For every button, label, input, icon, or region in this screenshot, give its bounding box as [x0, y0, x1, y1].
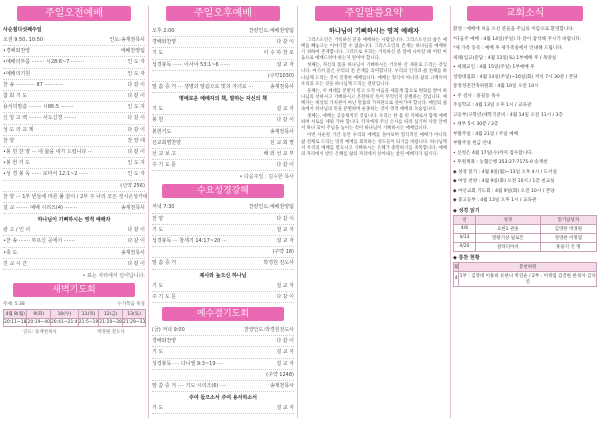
order-leader: 인 도 자 — [127, 104, 145, 111]
order-row — [152, 104, 294, 115]
paragraph: 첫째는, 자신의 몸을 하나님이 기뻐하시는 거룩한 산 제물로 드리는 것입니다. 여기서 몸은 우리의 전 존재를 의미합니다. 우리의 인격과 삶 전체를 하나님께 드리는 것이 진정한 예배입니다. 예배는 형식이 아니라 삶의 고백이며 우리의 모든 것을 하나님께 드리는 결단입니다. — [301, 63, 447, 87]
note: • 다음주일 : 김수한 목사 — [239, 174, 294, 181]
table-cell: 1부 : 김영대 이용희 유한나 박길순 / 2부 : 이정엽 김진한 한경자 김다연 — [459, 271, 597, 286]
order-leader: 설 교 자 — [276, 360, 294, 367]
table-cell: 21:29~33 — [122, 320, 146, 326]
time-row: 오후 2:00 찬양인도:예배찬양팀 — [152, 26, 294, 37]
order-leader: 박경원 전도사 — [263, 260, 294, 267]
order-leader: 시온성가대 — [123, 193, 148, 200]
order-row — [152, 281, 294, 292]
news-item: 부활주일 헌금 안내 — [453, 141, 492, 146]
lent-subtitle: 사순절다섯째주일 — [3, 27, 42, 33]
table-cell: 정영한 이정엽 — [540, 233, 596, 242]
order-item: 말 씀 증 거 ···· 기도 시리즈(6) ···· — [152, 383, 227, 390]
order-row — [3, 147, 145, 158]
order-row — [3, 69, 145, 80]
table-cell: 20:19~40 — [27, 320, 50, 326]
table-row — [454, 271, 597, 286]
morning-service-header: 주일오전예배 — [17, 6, 131, 21]
divider — [297, 6, 298, 418]
order-item: 설 교 ········ 예배 시리즈(4) ········ — [3, 205, 78, 212]
table-cell: 9(화) — [27, 310, 50, 319]
paragraph: 둘째는, 이 세대를 본받지 말고 오직 마음을 새롭게 함으로 변화를 받아 하나님의 선하시고 기뻐하시고 온전하신 뜻이 무엇인지 분별하는 것입니다. 예배자는 세상의 가치관이 아닌 말씀의 가치관으로 살아가야 합니다. 매일의 삶 속에서 하나님의 뜻을 분별하며 순종하는 것이 영적 예배의 모습입니다. — [301, 88, 447, 113]
order-row — [152, 82, 294, 93]
order-leader: 송재천목사 — [269, 128, 294, 135]
order-item: 찬 양 ··· 1부 빈들에 마른 풀 같이 / 2부 주 나의 모든 것 — [3, 193, 124, 200]
order-leader: 인 도 자 — [127, 171, 145, 178]
table-cell: 봉헌위원 — [459, 262, 597, 271]
afternoon-service-column — [152, 6, 294, 414]
order-row — [152, 37, 294, 48]
friday-header: 예수결기도회 — [162, 307, 284, 321]
order-item: 기 도 — [152, 405, 164, 412]
order-leader: 다 같 이 — [276, 293, 294, 300]
order-row — [152, 115, 294, 126]
order-item: •예배의기원 — [3, 70, 31, 77]
order-row — [152, 149, 294, 160]
news-item: • 신청은 4월 17일(수)까지 접수합니다. — [453, 150, 534, 156]
order-item: 선 교 보 고 — [152, 151, 177, 158]
order-row — [152, 127, 294, 138]
order-leader: 다 같 이 — [127, 227, 145, 234]
order-leader: 설 교 자 — [276, 349, 294, 356]
table-cell: 21:5~19 — [78, 320, 99, 326]
order-row — [3, 181, 145, 192]
morning-service-column — [3, 6, 148, 337]
order-row — [152, 247, 294, 258]
order-row — [3, 225, 145, 236]
order-item: 찬 송 ············ 87 ············ — [3, 81, 64, 88]
order-leader: 다 같 이 — [276, 39, 294, 46]
order-row — [3, 203, 145, 214]
order-row — [152, 236, 294, 247]
dawn-prayer-header: 새벽기도회 — [13, 283, 135, 297]
table-row — [4, 319, 146, 327]
order-row — [152, 60, 294, 71]
dawn-prayer-table — [3, 309, 146, 327]
order-item: 성 도 의 교 제 — [3, 126, 34, 133]
order-item: •축 도 — [3, 249, 18, 256]
order-item: •경배와찬양 — [3, 48, 31, 55]
order-row — [152, 71, 294, 82]
order-leader: 다 같 이 — [127, 238, 145, 245]
table-cell: 4/6 — [454, 224, 476, 233]
order-item: 기 도 — [152, 282, 164, 289]
news-item: ◆ 중고등부 : 4월 13일 오후 1시 / 교육관 — [453, 198, 537, 203]
news-item: 고등부(구학년)새학기준비 : 4월 14일 오전 11시 / 3층 — [453, 112, 563, 118]
order-item: 경배와찬양 — [152, 39, 177, 46]
order-row — [3, 57, 145, 68]
table-row — [454, 242, 597, 251]
order-item: •봉 헌 찬 양 ··· 내 삶을 내가 드립니다 ··· — [3, 149, 93, 156]
order-leader: 다 같 이 — [127, 126, 145, 133]
order-item: 용서의말씀 ········ 시86:5 ········ — [3, 104, 74, 111]
order-leader: 찬 양 대 — [127, 137, 145, 144]
table-cell: 4월 8(월) — [4, 310, 27, 319]
order-row — [152, 138, 294, 149]
order-list-2 — [152, 104, 294, 171]
news-item: ◆ 여성 찬양 : 4월 9일(화) 오전 10시 / 1층 친교실 — [453, 179, 555, 184]
order-row — [152, 403, 294, 414]
order-item: 말 씀 증 거 — [152, 260, 177, 267]
bible-reading-table — [453, 215, 597, 252]
order-leader: 인 도 자 — [127, 70, 145, 77]
news-item: • 후원계좌 : 농협은행 353-27-7175-0 송재천 — [453, 160, 548, 165]
news-list — [453, 26, 597, 205]
church-news-header: 교회소식 — [467, 6, 583, 21]
table-cell: 11(목) — [78, 310, 99, 319]
sermon-summary-column — [301, 6, 447, 159]
order-list-6 — [152, 403, 294, 414]
order-leader: 이 수 하 장 로 — [263, 50, 294, 57]
order-row — [3, 91, 145, 102]
order-item: 친 교 시 간 — [3, 260, 28, 267]
order-row — [3, 236, 145, 247]
time-row: 오전 9:50, 10:50 인도:송재천목사 — [3, 35, 145, 46]
news-item: 성령대집회 : 4월 14일(주일)~16일(화) 저녁 7시 30분 / 본당 — [453, 74, 578, 80]
order-leader: 에배찬양팀 — [120, 48, 145, 55]
table-cell: 20:41~21:4 — [50, 320, 78, 326]
order-leader: 설 교 자 — [276, 61, 294, 68]
order-row — [152, 381, 294, 392]
order-row — [152, 258, 294, 269]
order-leader: 설 교 자 — [276, 282, 294, 289]
news-item: 중앙성전건축위원회 : 4월 10일 오전 10시 — [453, 84, 539, 89]
order-leader: 해 외 선 교 부 — [263, 151, 294, 158]
order-item: 봉헌기도 — [152, 128, 172, 135]
order-leader: 설 교 자 — [276, 238, 294, 245]
news-item: ◆ 여선교회 기도회 : 4월 9일(화) 오전 10시 / 본당 — [453, 188, 555, 194]
order-item: 주 기 도 문 — [152, 293, 177, 300]
sermon-title-2: 제사와 높으신 하나님 — [199, 272, 247, 279]
news-item: • 주 강사 : 홍길동 목사 — [453, 93, 501, 99]
news-item: *다음주 예배 : 4월 14일(주일) 다 같이 참석해 주시기 바랍니다. — [453, 36, 582, 42]
order-item: 기 도 — [152, 226, 164, 233]
order-item: 찬 양 — [3, 137, 15, 144]
table-cell: 4 — [454, 271, 459, 286]
sermon-title: 명예로운 예배자의 책, 말하는 자신의 책 — [179, 96, 267, 103]
time-row: (금) 저녁 9:00 찬양인도:박경원전도사 — [152, 325, 294, 336]
order-leader: 다 같 이 — [127, 81, 145, 88]
table-row — [4, 310, 146, 319]
order-item: 기 도 — [152, 106, 164, 113]
order-leader: 다 같 이 — [127, 260, 145, 267]
order-leader: 송재천목사 — [120, 205, 145, 212]
sermon-title: 하나님이 기뻐하시는 영적 예배자 — [37, 217, 111, 224]
order-list-5 — [152, 336, 294, 392]
order-item: •예배의부름 ········ 시28:6~7 ········ — [3, 59, 84, 66]
order-item: 기 도 — [152, 349, 164, 356]
order-item: 성경봉독 ···· 다니엘 9:3~19 ···· — [152, 360, 224, 367]
order-item: 성경봉독 ······ 이사야 53:1~6 ······ — [152, 61, 230, 68]
order-leader: (구약 18) — [272, 249, 294, 256]
table-cell: 12(금) — [99, 310, 122, 319]
table-cell: 김영한 박경원 — [540, 224, 596, 233]
news-item: 부활주일 : 4월 21일 / 주일 예배 — [453, 131, 519, 137]
order-row — [3, 248, 145, 259]
table-cell: 성경 — [475, 215, 540, 224]
news-item: • 세부 5시 30분 / 2층 — [453, 122, 499, 127]
order-leader: (구약 1248) — [266, 371, 294, 378]
divider — [148, 6, 149, 418]
order-item: •봉 헌 기 도 — [3, 160, 31, 167]
news-item: 세례(입교)문답 : 4월 13일(토) 1부예배 후 / 목양실 — [453, 55, 557, 61]
order-leader: 설 교 자 — [276, 226, 294, 233]
sermon-title-3: 주여 들으소서 주여 용서하소서 — [188, 395, 257, 402]
order-leader: 다 같 이 — [276, 162, 294, 169]
order-leader: 송재천목사 — [120, 249, 145, 256]
order-leader: (구약1030) — [267, 72, 294, 79]
offering-label: ◆ 통찬 현황 — [453, 254, 480, 261]
table-cell: 월 — [454, 262, 459, 271]
order-item: 주 기 도 문 — [152, 162, 177, 169]
order-list — [3, 46, 148, 214]
order-item: 신 앙 고 백 ········ 사도신경 ········ — [3, 115, 77, 122]
note: • 표는 자리에서 일어납니다. — [82, 273, 145, 280]
table-row — [454, 262, 597, 271]
order-row — [3, 169, 145, 180]
order-list-3 — [152, 214, 294, 270]
table-cell: 4/20 — [454, 242, 476, 251]
table-cell: 13(토) — [122, 310, 145, 319]
order-item: 성경봉독 ··· 창세기 14:17~20 ··· — [152, 238, 227, 245]
order-leader: 다 같 이 — [127, 149, 145, 156]
news-item: 환영 : 예배에 처음 오신 분들을 주님의 이름으로 환영합니다. — [453, 27, 575, 32]
paragraph: 셋째는, 예배는 공동체적인 것입니다. 우리는 한 몸 된 지체로서 함께 예배하며 서로를 세워 가야 합니다. 각자에게 주신 은사를 따라 섬기며 사랑 안에서 하나 되어 주님을 높이는 것이 하나님이 기뻐하시는 예배입니다. — [301, 114, 447, 132]
table-cell: 20:11~18 — [4, 320, 27, 326]
order-row — [152, 370, 294, 381]
table-cell: 읽기담당자 — [540, 215, 596, 224]
order-item: •찬 송 ······· 부르신 곳에서 ······· — [3, 238, 75, 245]
time-row: 저녁 7:30 찬양인도:예배찬양팀 — [152, 202, 294, 213]
order-row — [152, 214, 294, 225]
order-item: 말 씀 증 거 ··· 생명의 말씀으로 빛의 자녀로 ··· — [152, 84, 254, 91]
sermon-summary-header: 주일말씀요약 — [315, 6, 433, 21]
order-item: 찬 양 — [152, 215, 164, 222]
table-cell: 4/13 — [454, 233, 476, 242]
order-item: 기 도 — [152, 50, 164, 57]
order-leader: 다 같 이 — [276, 215, 294, 222]
news-item: ◆ 성경 읽기 : 4월 8일(월)~13일 오후 4시 / 도서실 — [453, 169, 557, 175]
order-row — [3, 80, 145, 91]
order-row — [3, 102, 145, 113]
table-cell: 홍용식 신 명 — [540, 242, 596, 251]
table-row — [454, 215, 597, 224]
news-item: 주일학교 : 4월 13일 오후 1시 / 교육관 — [453, 103, 532, 108]
divider — [450, 6, 451, 418]
paragraph: 이번 사순절 기간 동안 우리의 예배를 돌아보며 형식적인 예배가 아니라 삶 전체로 드리는 영적 예배를 회복하는 성도들이 되기를 바랍니다. 하나님께서 우리의 예배를 받으시고 기뻐하시는 은혜가 충만하기를 축복합니다. 예배의 자리에서 받은 은혜를 삶의 자리에서 살아내는 참된 예배자가 됩시다. — [301, 133, 447, 157]
paragraph: 그리스도인은 거룩하신 분을 예배하는 사람입니다. 그리스도인의 삶은 예배를 빼놓고는 이야기할 수 없습니다. 그리스도인의 존재는 하나님을 예배하기 위하여 존재합니다. 그러므로 우리는 거룩하신 분 앞에 나아갈 때 어떤 마음으로 예배드려야 하는지 알아야 합니다. — [301, 38, 447, 62]
order-leader: 선 교 회 별 — [269, 139, 294, 146]
order-list-2 — [3, 225, 145, 270]
order-leader: 송재천목사 — [269, 383, 294, 390]
sermon-summary-title: 하나님이 기뻐하시는 영적 예배자 — [328, 28, 420, 35]
order-item: •성 경 봉 독 ······ 로마서 12:1~2 ······ — [3, 171, 89, 178]
order-row — [3, 125, 145, 136]
table-cell: 열왕기상 필로몬 — [475, 233, 540, 242]
church-news-column — [453, 6, 597, 288]
order-leader: 설 교 자 — [276, 405, 294, 412]
table-cell: 21:20~28 — [99, 320, 122, 326]
table-cell: 일 — [454, 215, 476, 224]
order-item: 광 고 / 인 사 — [3, 227, 31, 234]
order-leader: 다 같 이 — [127, 93, 145, 100]
order-leader: 설 교 자 — [276, 106, 294, 113]
order-item: 선교회별찬양 — [152, 139, 181, 146]
order-row — [152, 347, 294, 358]
order-leader: 다 같 이 — [276, 338, 294, 345]
order-row — [3, 113, 145, 124]
order-row — [152, 359, 294, 370]
order-row — [3, 136, 145, 147]
order-leader: 인 도 자 — [127, 59, 145, 66]
dawn-prayer-info: 주제: 5:38 누가복음 묵상 — [3, 302, 145, 308]
order-list — [152, 37, 294, 93]
order-item: 봉 헌 — [152, 117, 164, 124]
order-item: 경배와찬양 — [152, 338, 177, 345]
order-row — [3, 192, 148, 203]
offering-table — [453, 262, 597, 287]
bible-reading-label: ◆ 성경 읽기 — [453, 207, 480, 214]
order-row — [3, 158, 145, 169]
order-row — [152, 48, 294, 59]
wednesday-header: 수요성경강해 — [162, 184, 284, 198]
order-leader: 다 같 이 — [127, 115, 145, 122]
table-cell: 10(수) — [50, 310, 78, 319]
dawn-prayer-leaders: 인도: 송재천목사 박경원 전도사 — [23, 330, 125, 336]
order-leader: 송재천목사 — [269, 84, 294, 91]
table-cell: 요한1 관솔 — [475, 224, 540, 233]
sermon-summary-text — [301, 38, 447, 158]
order-row — [152, 160, 294, 171]
news-item: *새 가족 등록 : 예배 후 새가족실에서 안내해 드립니다. — [453, 46, 564, 51]
order-list-4 — [152, 281, 294, 303]
order-row — [152, 292, 294, 303]
order-row — [152, 336, 294, 347]
news-item: • 세례교인 : 4월 15일(주일) 1부예배 후 — [453, 65, 535, 70]
order-item: 참 회 기 도 — [3, 93, 28, 100]
table-row — [454, 224, 597, 233]
order-row — [152, 225, 294, 236]
order-row — [3, 259, 145, 270]
afternoon-service-header: 주일오후예배 — [166, 6, 280, 21]
order-leader: (신약 256) — [120, 182, 145, 189]
order-leader: 다 같 이 — [276, 117, 294, 124]
table-row — [454, 233, 597, 242]
order-row — [3, 46, 145, 57]
table-cell: 갈라디아서 — [475, 242, 540, 251]
order-leader: 인 도 자 — [127, 160, 145, 167]
